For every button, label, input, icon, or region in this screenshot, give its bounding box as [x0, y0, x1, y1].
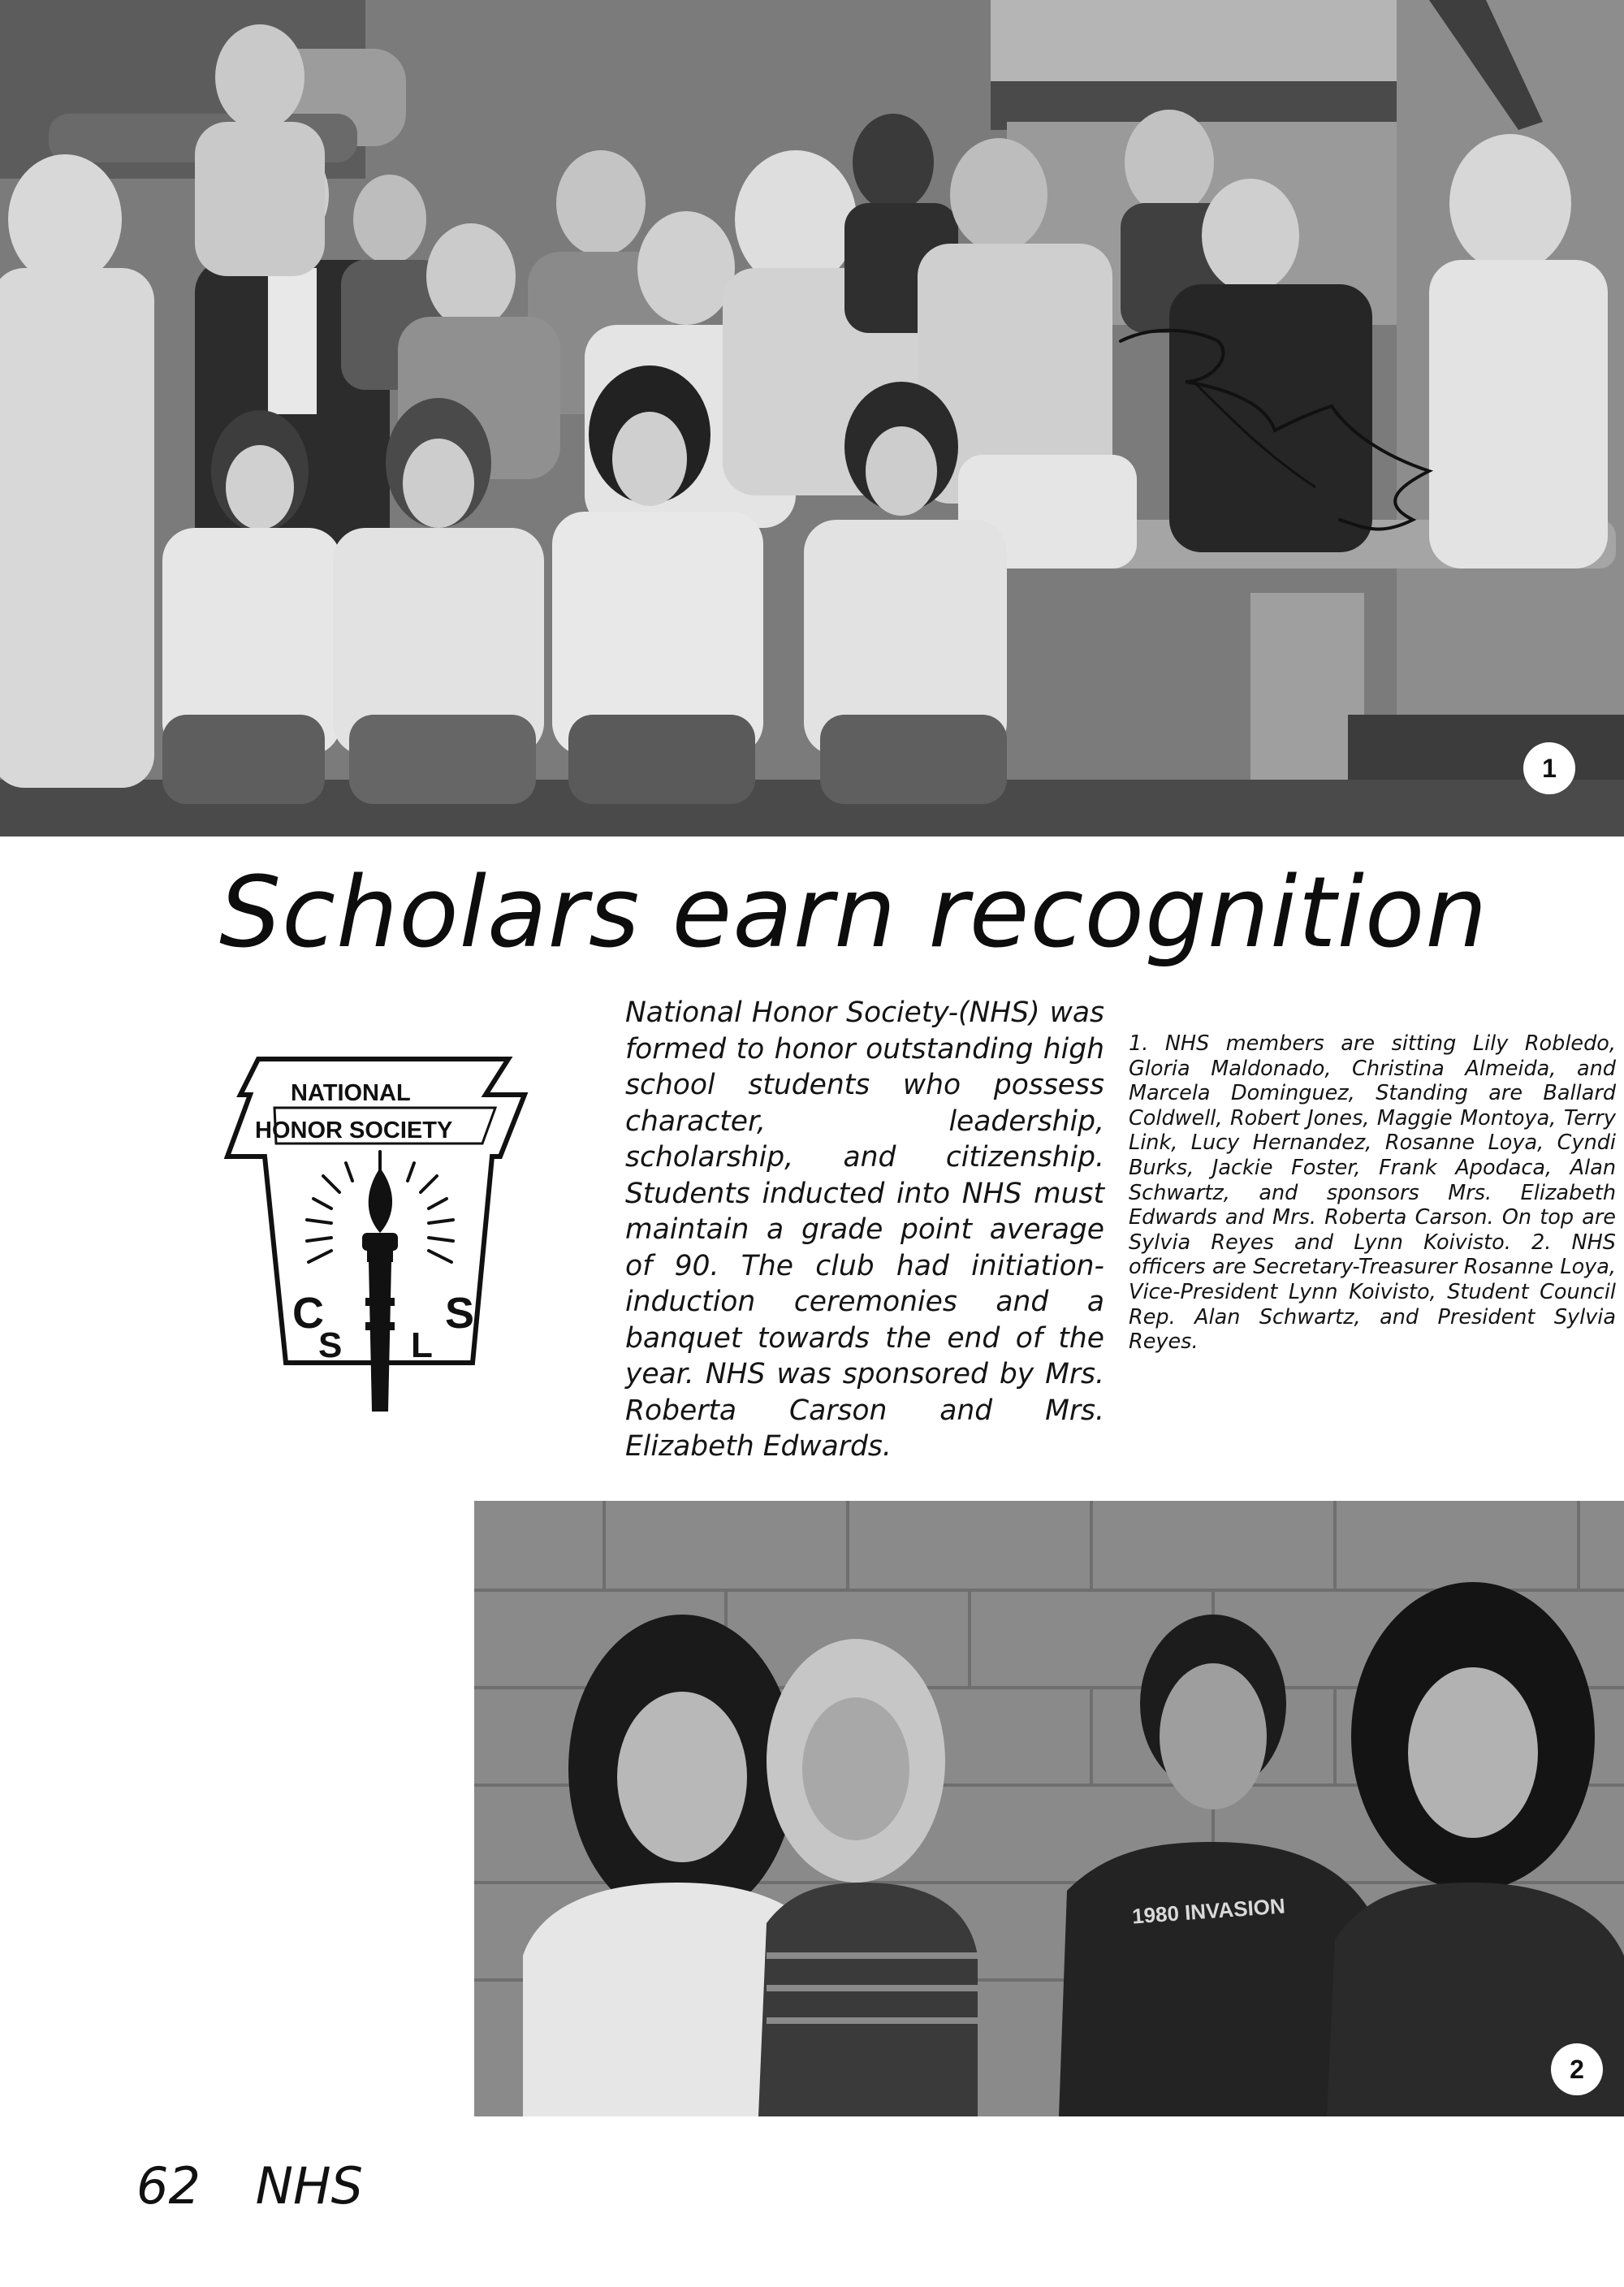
- emblem-letter-2: S: [318, 1325, 343, 1365]
- emblem-letter-1: C: [292, 1289, 324, 1338]
- headline: Scholars earn recognition: [219, 857, 1488, 970]
- article-body: National Honor Society-(NHS) was formed to honor outstanding high school students who possess character, leadership, scholarship, and citizenship. Students inducted into NHS must maintain a grade point average of 90. The club had initiation- induction ceremonies and a banquet towards the end of the year. NHS was sponsored by Mrs. Roberta Carson and Mrs. Elizabeth Edwards.: [625, 997, 1104, 1463]
- photo-caption: 1. NHS members are sitting Lily Robledo, Gloria Maldonado, Christina Almeida, and Marcela Dominguez, Standing are Ballard Coldwell, Robert Jones, Maggie Montoya, Terry Link, Lucy Hernandez, Rosanne Loya, Cyndi Burks, Jackie Foster, Frank Apodaca, Alan Schwartz, and sponsors Mrs. Elizabeth Edwards and Mrs. Roberta Carson. On top are Sylvia Reyes and Lynn Koivisto. 2. NHS officers are Secretary-Treasurer Rosanne Loya, Vice-President Lynn Koivisto, Student Council Rep. Alan Schwartz, and President Sylvia Reyes.: [1129, 1031, 1616, 1355]
- emblem-letter-3: L: [411, 1325, 433, 1365]
- group-photo: [0, 0, 1624, 837]
- shirt-print-text: 1980 INVASION: [1131, 1893, 1286, 1929]
- section-name: NHS: [255, 2156, 363, 2216]
- group-photo-scene: [0, 0, 1624, 837]
- photo-1-number-badge: 1: [1523, 742, 1575, 794]
- page-footer: [136, 2154, 363, 2219]
- national-honor-society-emblem: [218, 1030, 542, 1420]
- emblem-text-national: NATIONAL: [291, 1080, 411, 1106]
- photo-2-number-badge: 2: [1551, 2043, 1603, 2095]
- emblem-text-honor-society: HONOR SOCIETY: [255, 1118, 453, 1144]
- emblem-letter-4: S: [445, 1289, 475, 1338]
- page-number: 62: [136, 2156, 201, 2216]
- officers-photo: [474, 1501, 1624, 2116]
- officers-photo-scene: [474, 1501, 1624, 2116]
